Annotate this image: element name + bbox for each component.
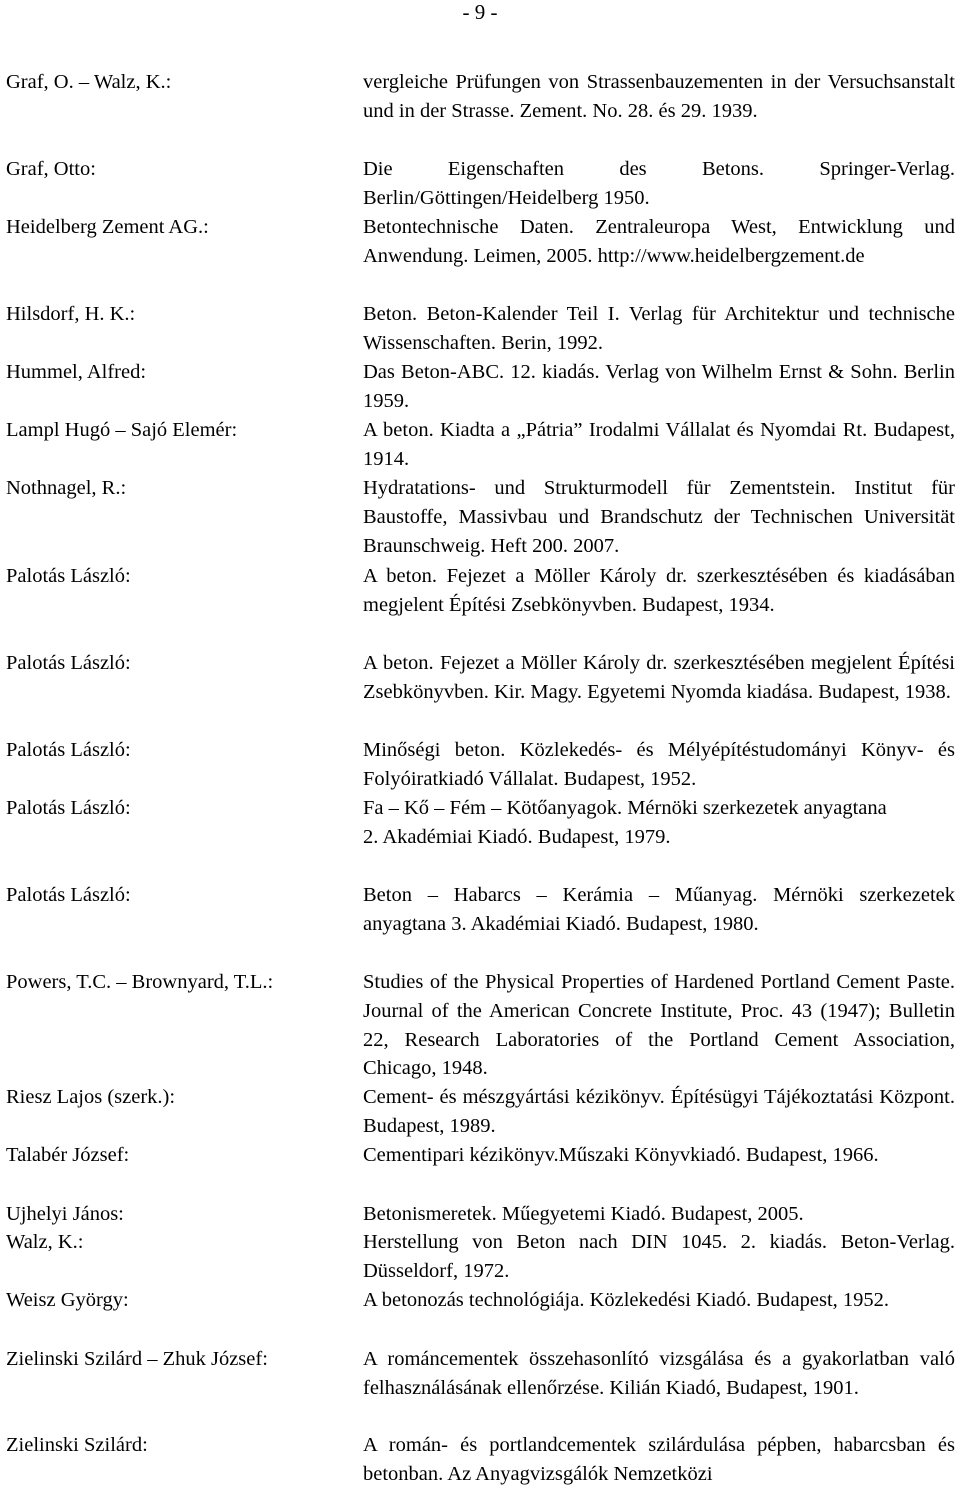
reference-author: Graf, O. – Walz, K.:	[6, 71, 172, 93]
reference-author: Ujhelyi János:	[6, 1203, 124, 1225]
reference-text: A beton. Kiadta a „Pátria” Irodalmi Vállalat és Nyomdai Rt. Budapest, 1914.	[363, 419, 955, 470]
reference-text: A román- és portlandcementek szilárdulása pépben, habarcsban és betonban. Az Anyagvizsgálók Nemzetközi	[363, 1434, 955, 1485]
reference-text: Cementipari kézikönyv.Műszaki Könyvkiadó. Budapest, 1966.	[363, 1144, 879, 1166]
reference-text: Betonismeretek. Műegyetemi Kiadó. Budapest, 2005.	[363, 1203, 804, 1225]
reference-author: Weisz György:	[6, 1289, 129, 1311]
reference-author: Palotás László:	[6, 652, 131, 674]
reference-text: Beton. Beton-Kalender Teil I. Verlag für Architektur und technische Wissenschaften. Berin, 1992.	[363, 303, 955, 354]
reference-text: Studies of the Physical Properties of Hardened Portland Cement Paste. Journal of the American Concrete Institute, Proc. 43 (1947); Bulletin 22, Research Laboratories of the Portland Cement Association, Chicago, 1948.	[363, 971, 955, 1080]
reference-text-line: 2. Akadémiai Kiadó. Budapest, 1979.	[363, 825, 671, 848]
reference-author: Riesz Lajos (szerk.):	[6, 1086, 176, 1108]
reference-author: Hummel, Alfred:	[6, 361, 147, 383]
reference-text: Das Beton-ABC. 12. kiadás. Verlag von Wilhelm Ernst & Sohn. Berlin 1959.	[363, 361, 955, 412]
reference-text: vergleiche Prüfungen von Strassenbauzementen in der Versuchsanstalt und in der Strasse. Zement. No. 28. és 29. 1939.	[363, 71, 955, 122]
reference-text-line: Fa – Kő – Fém – Kötőanyagok. Mérnöki szerkezetek anyagtana	[363, 797, 887, 819]
reference-author: Hilsdorf, H. K.:	[6, 303, 136, 325]
reference-text: Cement- és mészgyártási kézikönyv. Építésügyi Tájékoztatási Központ. Budapest, 1989.	[363, 1086, 955, 1137]
reference-text: Hydratations- und Strukturmodell für Zementstein. Institut für Baustoffe, Massivbau und Brandschutz der Technischen Universität Braunschweig. Heft 200. 2007.	[363, 477, 955, 557]
reference-author: Graf, Otto:	[6, 158, 96, 180]
reference-author: Palotás László:	[6, 739, 131, 761]
reference-author: Zielinski Szilárd:	[6, 1434, 148, 1456]
reference-author: Palotás László:	[6, 797, 131, 819]
reference-author: Talabér József:	[6, 1144, 130, 1166]
reference-text: A beton. Fejezet a Möller Károly dr. szerkesztésében és kiadásában megjelent Építési Zsebkönyvben. Budapest, 1934.	[363, 565, 955, 616]
reference-text: A betonozás technológiája. Közlekedési Kiadó. Budapest, 1952.	[363, 1289, 890, 1311]
reference-text: A beton. Fejezet a Möller Károly dr. szerkesztésében megjelent Építési Zsebkönyvben. Kir. Magy. Egyetemi Nyomda kiadása. Budapest, 1938.	[363, 652, 955, 703]
reference-author: Palotás László:	[6, 565, 131, 587]
reference-text: Herstellung von Beton nach DIN 1045. 2. kiadás. Beton-Verlag. Düsseldorf, 1972.	[363, 1231, 955, 1282]
reference-text: Beton – Habarcs – Kerámia – Műanyag. Mérnöki szerkezetek anyagtana 3. Akadémiai Kiadó. Budapest, 1980.	[363, 884, 955, 935]
page-number: - 9 -	[462, 0, 498, 24]
reference-text: A románcementek összehasonlító vizsgálása és a gyakorlatban való felhasználásának ellenőrzése. Kilián Kiadó, Budapest, 1901.	[363, 1348, 955, 1399]
reference-author: Walz, K.:	[6, 1231, 84, 1253]
reference-author: Palotás László:	[6, 884, 131, 906]
reference-author: Zielinski Szilárd – Zhuk József:	[6, 1348, 268, 1370]
reference-author: Lampl Hugó – Sajó Elemér:	[6, 419, 238, 441]
reference-text	[363, 794, 955, 852]
reference-author: Nothnagel, R.:	[6, 477, 127, 499]
reference-text: Minőségi beton. Közlekedés- és Mélyépítéstudományi Könyv- és Folyóiratkiadó Vállalat. Budapest, 1952.	[363, 739, 955, 790]
reference-author: Powers, T.C. – Brownyard, T.L.:	[6, 971, 274, 993]
reference-author: Heidelberg Zement AG.:	[6, 216, 209, 238]
reference-text: Die Eigenschaften des Betons. Springer-Verlag. Berlin/Göttingen/Heidelberg 1950.	[363, 158, 955, 209]
reference-text: Betontechnische Daten. Zentraleuropa West, Entwicklung und Anwendung. Leimen, 2005. http://www.heidelbergzement.de	[363, 216, 955, 267]
